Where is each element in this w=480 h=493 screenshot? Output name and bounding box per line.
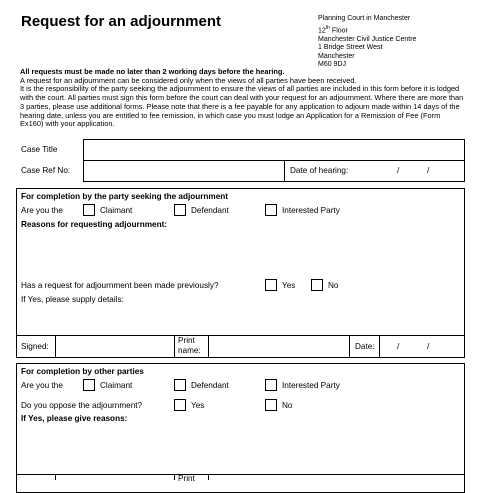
previous-no-checkbox[interactable] [311,279,323,291]
print-name-field[interactable] [209,475,349,480]
claimant-checkbox[interactable] [83,379,95,391]
print-name-label: Print [178,474,195,483]
address-line: Planning Court in Manchester [318,15,411,22]
interested-party-label: Interested Party [282,381,340,390]
previous-yes-checkbox[interactable] [265,279,277,291]
date-separator: / [397,166,400,175]
form-title: Request for an adjournment [21,13,222,30]
defendant-label: Defendant [191,206,229,215]
defendant-checkbox[interactable] [174,204,186,216]
case-title-label: Case Title [21,145,58,154]
previous-request-question: Has a request for adjournment been made previously? [21,281,219,290]
signature-field[interactable] [56,336,174,357]
section-heading: For completion by other parties [21,367,144,376]
field-divider [174,474,175,480]
claimant-checkbox[interactable] [83,204,95,216]
date-separator: / [397,342,400,351]
reasons-label: Reasons for requesting adjournment: [21,220,168,229]
print-name-field[interactable] [209,336,349,357]
date-field[interactable] [380,336,464,357]
yes-label: Yes [282,281,296,290]
case-ref-field[interactable] [83,160,465,182]
claimant-label: Claimant [100,206,133,215]
yes-label: Yes [191,401,205,410]
address-line: 12th Floor [318,24,348,34]
give-reasons-label: If Yes, please give reasons: [21,414,128,423]
case-title-field[interactable] [83,139,465,161]
claimant-label: Claimant [100,381,133,390]
address-line: 1 Bridge Street West [318,44,383,52]
oppose-yes-checkbox[interactable] [174,399,186,411]
field-divider [174,335,175,358]
interested-party-label: Interested Party [282,206,340,215]
reasons-field[interactable] [18,232,463,276]
intro-paragraph: A request for an adjournment can be considered only when the views of all parties have been received. [20,75,357,85]
intro-text [20,68,464,129]
print-name-label: Print name: [178,336,201,355]
are-you-label: Are you the [21,206,63,215]
details-label: If Yes, please supply details: [21,295,124,304]
case-ref-label: Case Ref No: [21,166,71,175]
address-line: M60 9DJ [318,61,347,69]
are-you-label: Are you the [21,381,63,390]
signature-field[interactable] [56,475,174,480]
signed-label: Signed: [21,342,49,351]
section-heading: For completion by the party seeking the adjournment [21,192,228,201]
address-line: Manchester Civil Justice Centre [318,35,417,43]
no-label: No [328,281,339,290]
defendant-label: Defendant [191,381,229,390]
oppose-no-checkbox[interactable] [265,399,277,411]
details-field[interactable] [18,306,463,334]
hearing-date-label: Date of hearing: [290,166,349,175]
oppose-reasons-field[interactable] [18,426,463,472]
date-label: Date: [355,342,375,351]
defendant-checkbox[interactable] [174,379,186,391]
deadline-warning: All requests must be made no later than 2 working days before the hearing. [20,67,285,76]
interested-party-checkbox[interactable] [265,379,277,391]
address-line: Manchester [318,52,355,60]
no-label: No [282,401,293,410]
intro-paragraph: It is the responsibility of the party seeking the adjournment to ensure the views of all parties are included in this form before it is lodged with the court. All parties must sign this form before the court can deal with your request for an adjournment. Where there are more than 3 parties, please use additional forms. Please note that there is a fee payable for any application to adjourn made within 14 days of the hearing date, unless you are entitled to fee remission, in which case you must lodge an Application for a Remission of Fee (Form Ex160) with your application. [20,84,464,129]
date-separator: / [427,342,430,351]
oppose-question: Do you oppose the adjournment? [21,401,143,410]
interested-party-checkbox[interactable] [265,204,277,216]
field-divider [349,335,350,358]
date-separator: / [427,166,430,175]
field-divider [284,160,285,182]
court-address [318,15,416,70]
